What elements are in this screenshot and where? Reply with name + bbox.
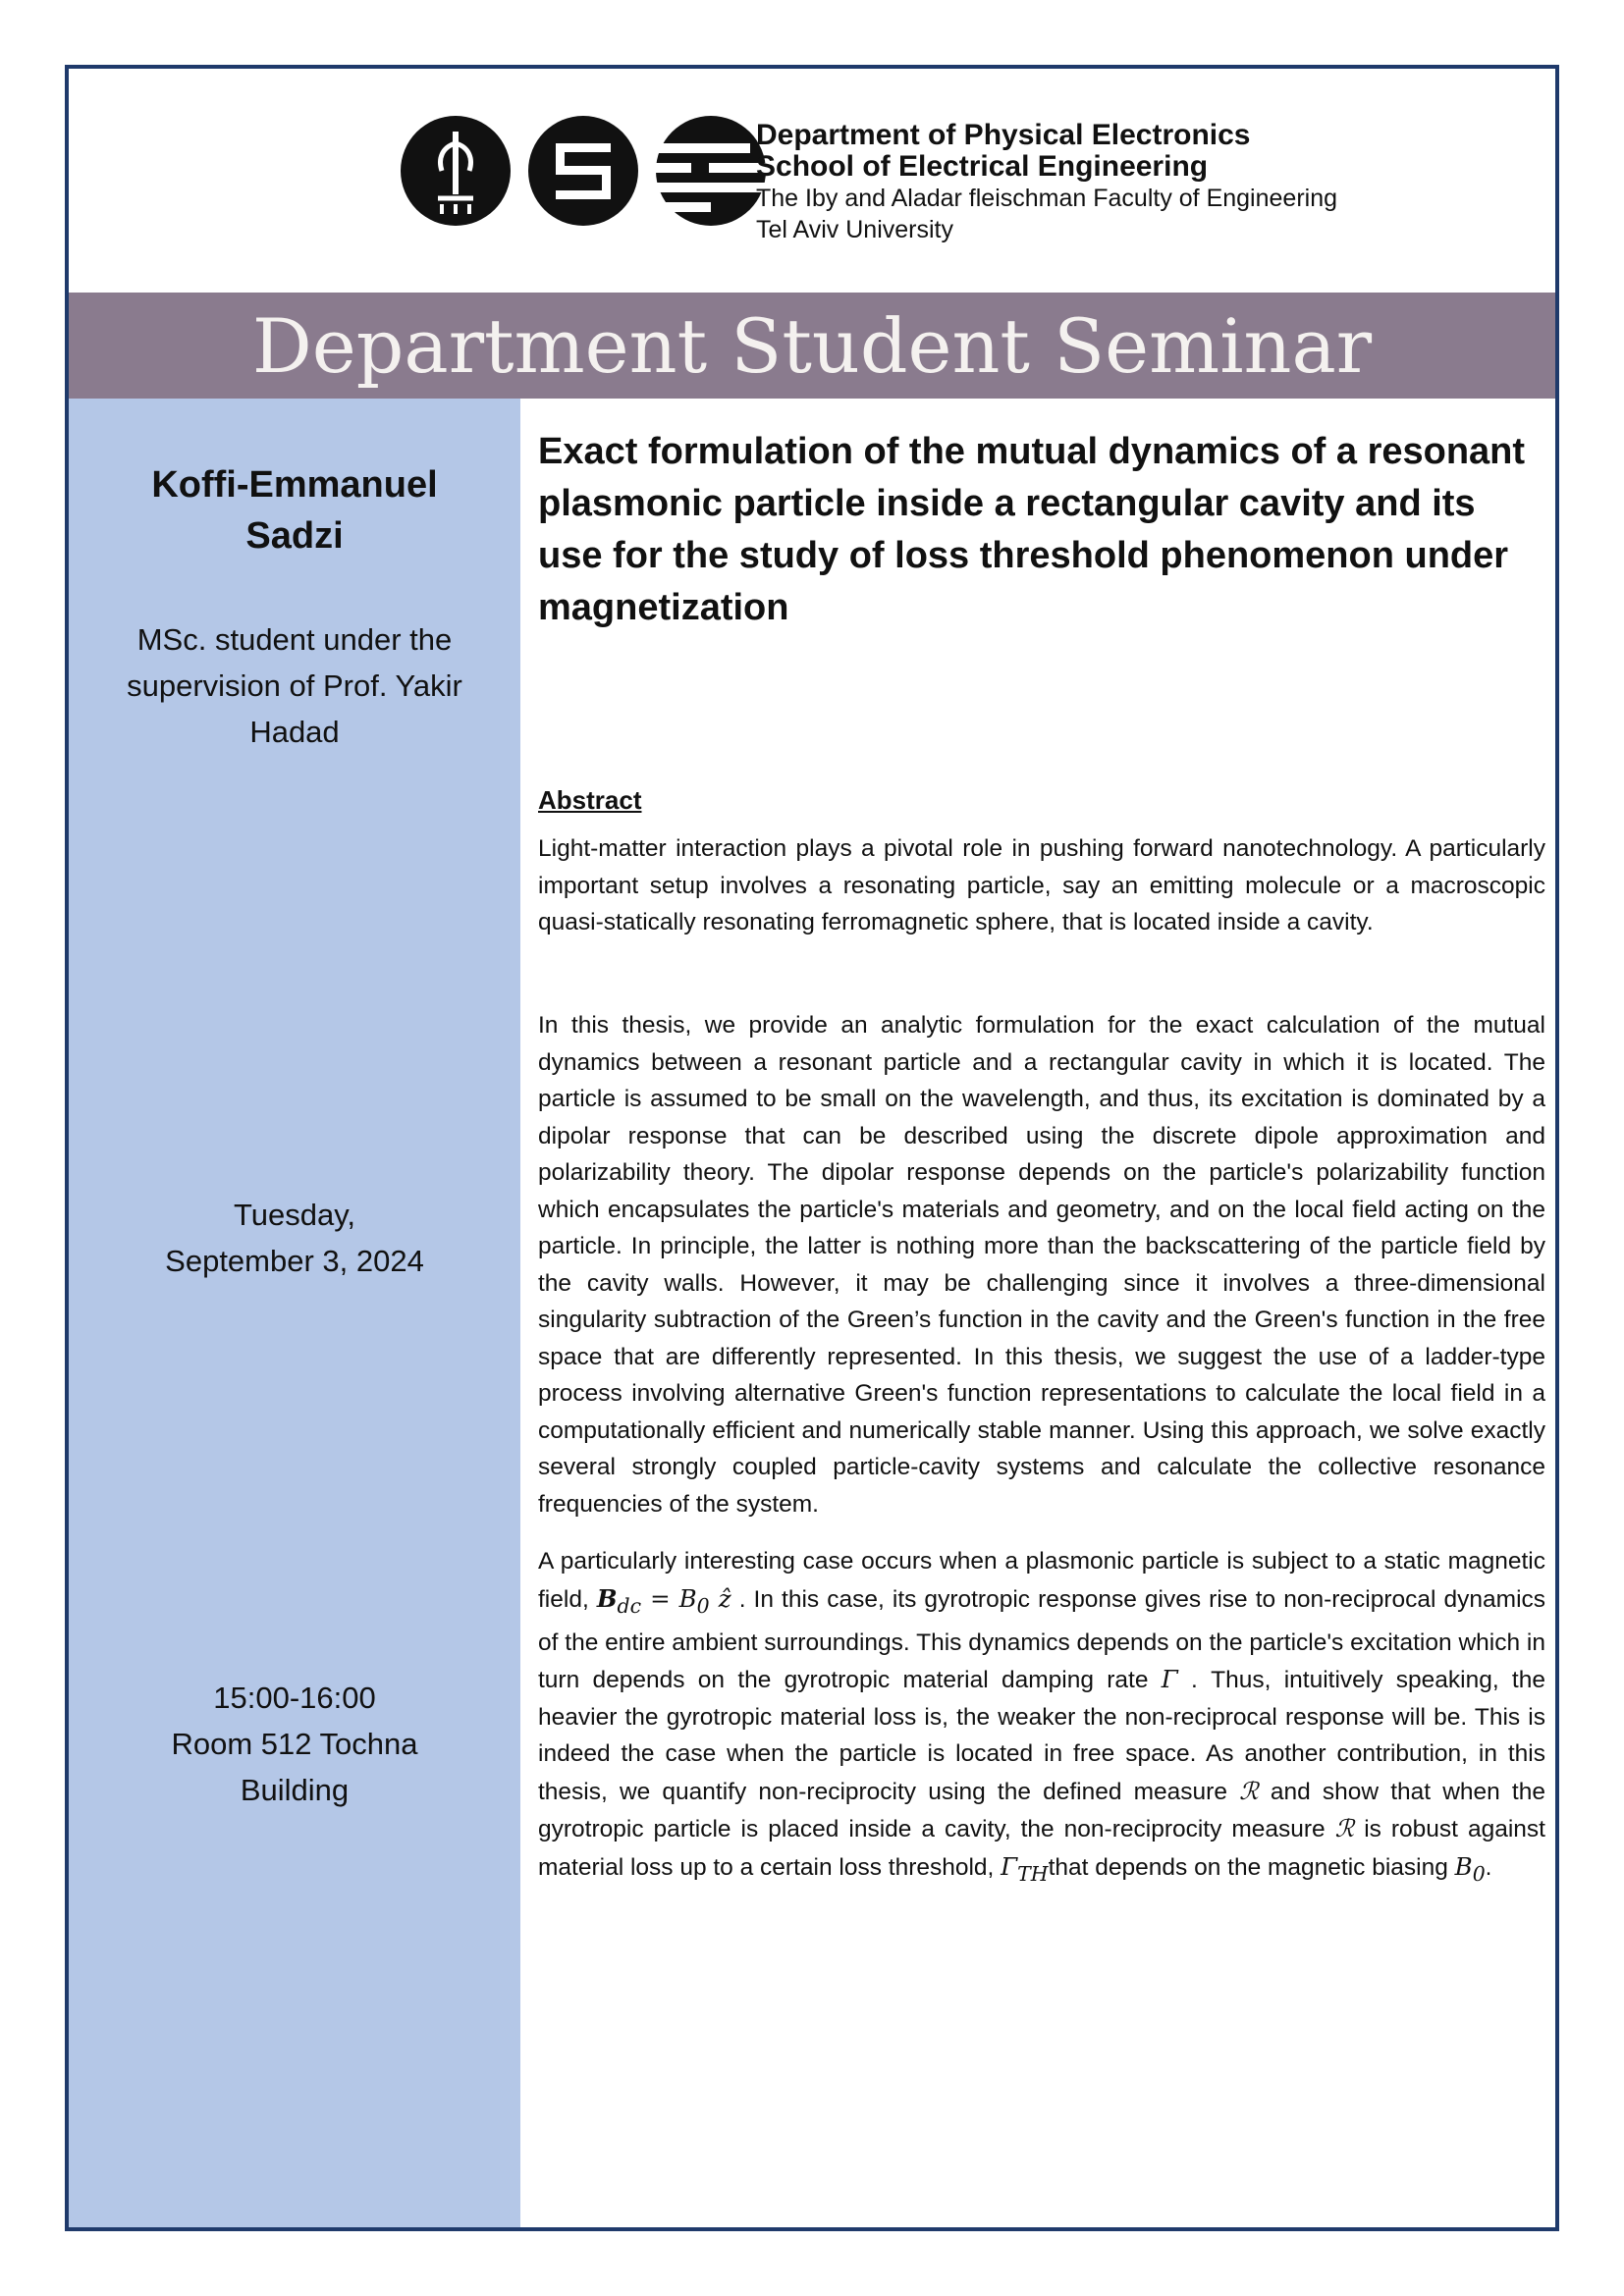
faculty-name: The Iby and Aladar fleischman Faculty of Engineering <box>756 185 1338 212</box>
university-name: Tel Aviv University <box>756 216 953 243</box>
speaker-role: MSc. student under the supervision of Prof. Yakir Hadad <box>127 622 462 749</box>
math-gamma-th <box>1001 1851 1049 1886</box>
math-gamma: Γ <box>1001 1851 1018 1881</box>
seminar-room: Room 512 Tochna <box>171 1727 418 1761</box>
para3-text: is robust against material loss up to a certain loss threshold, <box>538 1816 1545 1881</box>
para3-text: that depends on the magnetic biasing <box>1048 1853 1455 1881</box>
seminar-time: 15:00-16:00 <box>213 1681 376 1715</box>
banner-title: Department Student Seminar <box>251 301 1373 390</box>
field-equation <box>596 1583 731 1618</box>
math-b: B <box>596 1583 618 1613</box>
university-logos <box>399 114 811 228</box>
seminar-date <box>69 1192 520 1284</box>
math-z-hat: ẑ <box>709 1583 731 1613</box>
speaker-last-name: Sadzi <box>245 515 344 557</box>
para3-text: . In this case, its gyrotropic response gives rise to non-reciprocal dynamics of the entire ambient surroundings. This dynamics depends on the particle's excitation which in turn depends on the gyrotropic material damping rate <box>538 1585 1546 1694</box>
math-sub-0: 0 <box>1472 1861 1486 1886</box>
department-info <box>756 120 1337 245</box>
para3-text: and show that when the gyrotropic particle is placed inside a cavity, the non-reciprocity measure <box>538 1778 1545 1843</box>
abstract-paragraph-1: Light-matter interaction plays a pivotal role in pushing forward nanotechnology. A particularly important setup involves a resonating particle, say an emitting molecule or a macroscopic quasi-statically resonating ferromagnetic sphere, that is located inside a cavity. <box>538 835 1545 935</box>
seminar-building: Building <box>240 1773 350 1807</box>
seminar-banner <box>69 293 1555 399</box>
header <box>69 69 1555 294</box>
department-name: Department of Physical Electronics <box>756 119 1251 151</box>
para3-text: A particularly interesting case occurs when a plasmonic particle is subject to a static magnetic field, <box>538 1548 1545 1613</box>
para3-text: . Thus, intuitively speaking, the heavier the gyrotropic material loss is, the weaker the non-reciprocal response will be. This is indeed the case when the particle is located in free space. As another contribution, in this thesis, we quantify non-reciprocity using the defined measure <box>538 1667 1545 1805</box>
seminar-day: Tuesday, <box>233 1198 356 1232</box>
math-b: B <box>1454 1851 1473 1881</box>
math-sub-dc: dc <box>617 1593 642 1618</box>
math-sub-th: TH <box>1017 1861 1049 1886</box>
seminar-date-text: September 3, 2024 <box>165 1244 424 1278</box>
poster-frame <box>65 65 1559 2231</box>
abstract-heading: Abstract <box>538 785 642 815</box>
school-name: School of Electrical Engineering <box>756 150 1209 183</box>
math-sub-0: 0 <box>696 1593 710 1618</box>
seminar-location <box>69 1675 520 1813</box>
math-b0 <box>1454 1851 1486 1886</box>
math-gamma: Γ <box>1161 1665 1178 1694</box>
speaker-name <box>69 459 520 561</box>
abstract-paragraph-2: In this thesis, we provide an analytic formulation for the exact calculation of the mutual dynamics between a resonant particle and a rectangular cavity in which it is located. The particle is assumed to be small on the wavelength, and thus, its excitation is dominated by a dipolar response that can be described using the discrete dipole approximation and polarizability theory. The dipolar response depends on the particle's polarizability function which encapsulates the particle's materials and geometry, and on the local field acting on the particle. In principle, the latter is nothing more than the backscattering of the particle field by the cavity walls. However, it may be challenging since it involves a three-dimensional singularity subtraction of the Green’s function in the cavity and the Green's function in the free space that are differently represented. In this thesis, we suggest the use of a ladder-type process involving alternative Green's function representations to calculate the local field in a computationally efficient and numerically stable manner. Using this approach, we solve exactly several strongly coupled particle-cavity systems and calculate the collective resonance frequencies of the system. <box>538 1012 1545 1518</box>
math-r-measure: ℛ <box>1334 1814 1355 1843</box>
sidebar <box>69 399 520 2227</box>
abstract-paragraph-3 <box>538 1543 1545 1893</box>
math-r-measure: ℛ <box>1239 1776 1259 1805</box>
engineering-logo-icon <box>528 116 638 226</box>
talk-title: Exact formulation of the mutual dynamics of a resonant plasmonic particle inside a rectangular cavity and its use for the study of loss threshold phenomenon under magnetization <box>538 431 1526 628</box>
para3-text: . <box>1485 1853 1492 1881</box>
speaker-first-name: Koffi-Emmanuel <box>151 464 438 506</box>
tau-logo-icon <box>401 116 511 226</box>
math-eq: = B <box>641 1583 697 1613</box>
